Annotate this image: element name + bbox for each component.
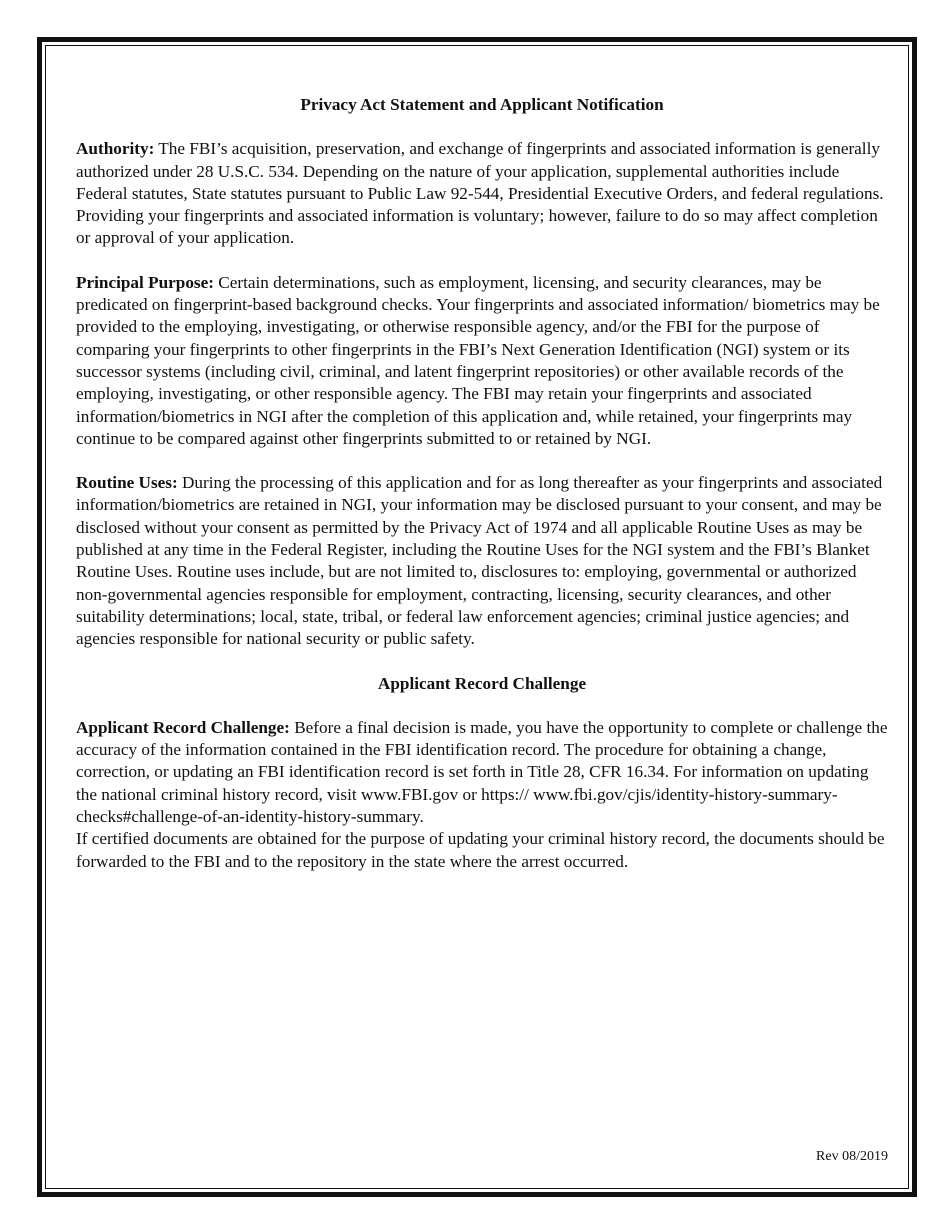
authority-label: Authority: bbox=[76, 139, 155, 159]
principal-purpose-text: Certain determinations, such as employment, licensing, and security clearances, may be predicated on fingerprint-based background checks. Your fingerprints and associated information/ biometrics may be provided to the employing, investigating, or otherwise responsible agency, and/or the FBI for the purpose of comparing your fingerprints to other fingerprints in the FBI’s Next Generation Identification (NGI) system or its successor systems (including civil, criminal, and latent fingerprint repositories) or other available records of the employing, investigating, or other responsible agency. The FBI may retain your fingerprints and associated information/biometrics in NGI after the completion of this application and, while retained, your fingerprints may continue to be compared against other fingerprints submitted to or retained by NGI. bbox=[76, 272, 880, 448]
challenge-paragraph bbox=[76, 717, 888, 873]
authority-paragraph bbox=[76, 138, 888, 249]
principal-purpose-label: Principal Purpose: bbox=[76, 272, 214, 292]
authority-text: The FBI’s acquisition, preservation, and exchange of fingerprints and associated information is generally authorized under 28 U.S.C. 534. Depending on the nature of your application, supplemental authorities include Federal statutes, State statutes pursuant to Public Law 92-544, Presidential Executive Orders, and federal regulations. Providing your fingerprints and associated information is voluntary; however, failure to do so may affect completion or approval of your application. bbox=[76, 139, 884, 248]
routine-uses-text: During the processing of this application and for as long thereafter as your fingerprints and associated information/biometrics are retained in NGI, your information may be disclosed pursuant to your consent, and may be disclosed without your consent as permitted by the Privacy Act of 1974 and all applicable Routine Uses as may be published at any time in the Federal Register, including the Routine Uses for the NGI system and the FBI’s Blanket Routine Uses. Routine uses include, but are not limited to, disclosures to: employing, governmental or authorized non-governmental agencies responsible for employment, contracting, licensing, security clearances, and other suitability determinations; local, state, tribal, or federal law enforcement agencies; criminal justice agencies; and agencies responsible for national security or public safety. bbox=[76, 473, 883, 649]
challenge-label: Applicant Record Challenge: bbox=[76, 717, 290, 737]
challenge-text-continued: If certified documents are obtained for the purpose of updating your criminal history record, the documents should be forwarded to the FBI and to the repository in the state where the arrest occurred. bbox=[76, 829, 885, 871]
challenge-heading: Applicant Record Challenge bbox=[377, 673, 587, 693]
routine-uses-paragraph bbox=[76, 472, 888, 650]
document-title: Privacy Act Statement and Applicant Notification bbox=[300, 95, 664, 114]
principal-purpose-paragraph bbox=[76, 272, 888, 450]
challenge-text: Before a final decision is made, you have the opportunity to complete or challenge the accuracy of the information contained in the FBI identification record. The procedure for obtaining a change, correction, or updating an FBI identification record is set forth in Title 28, CFR 16.34. For information on updating the national criminal history record, visit www.FBI.gov or https:// www.fbi.gov/cjis/identity-history-summary-checks#challenge-of-an-identity-history-summary. bbox=[76, 717, 888, 827]
routine-uses-label: Routine Uses: bbox=[76, 473, 178, 493]
document-body bbox=[76, 94, 888, 895]
revision-date: Rev 08/2019 bbox=[816, 1149, 888, 1164]
